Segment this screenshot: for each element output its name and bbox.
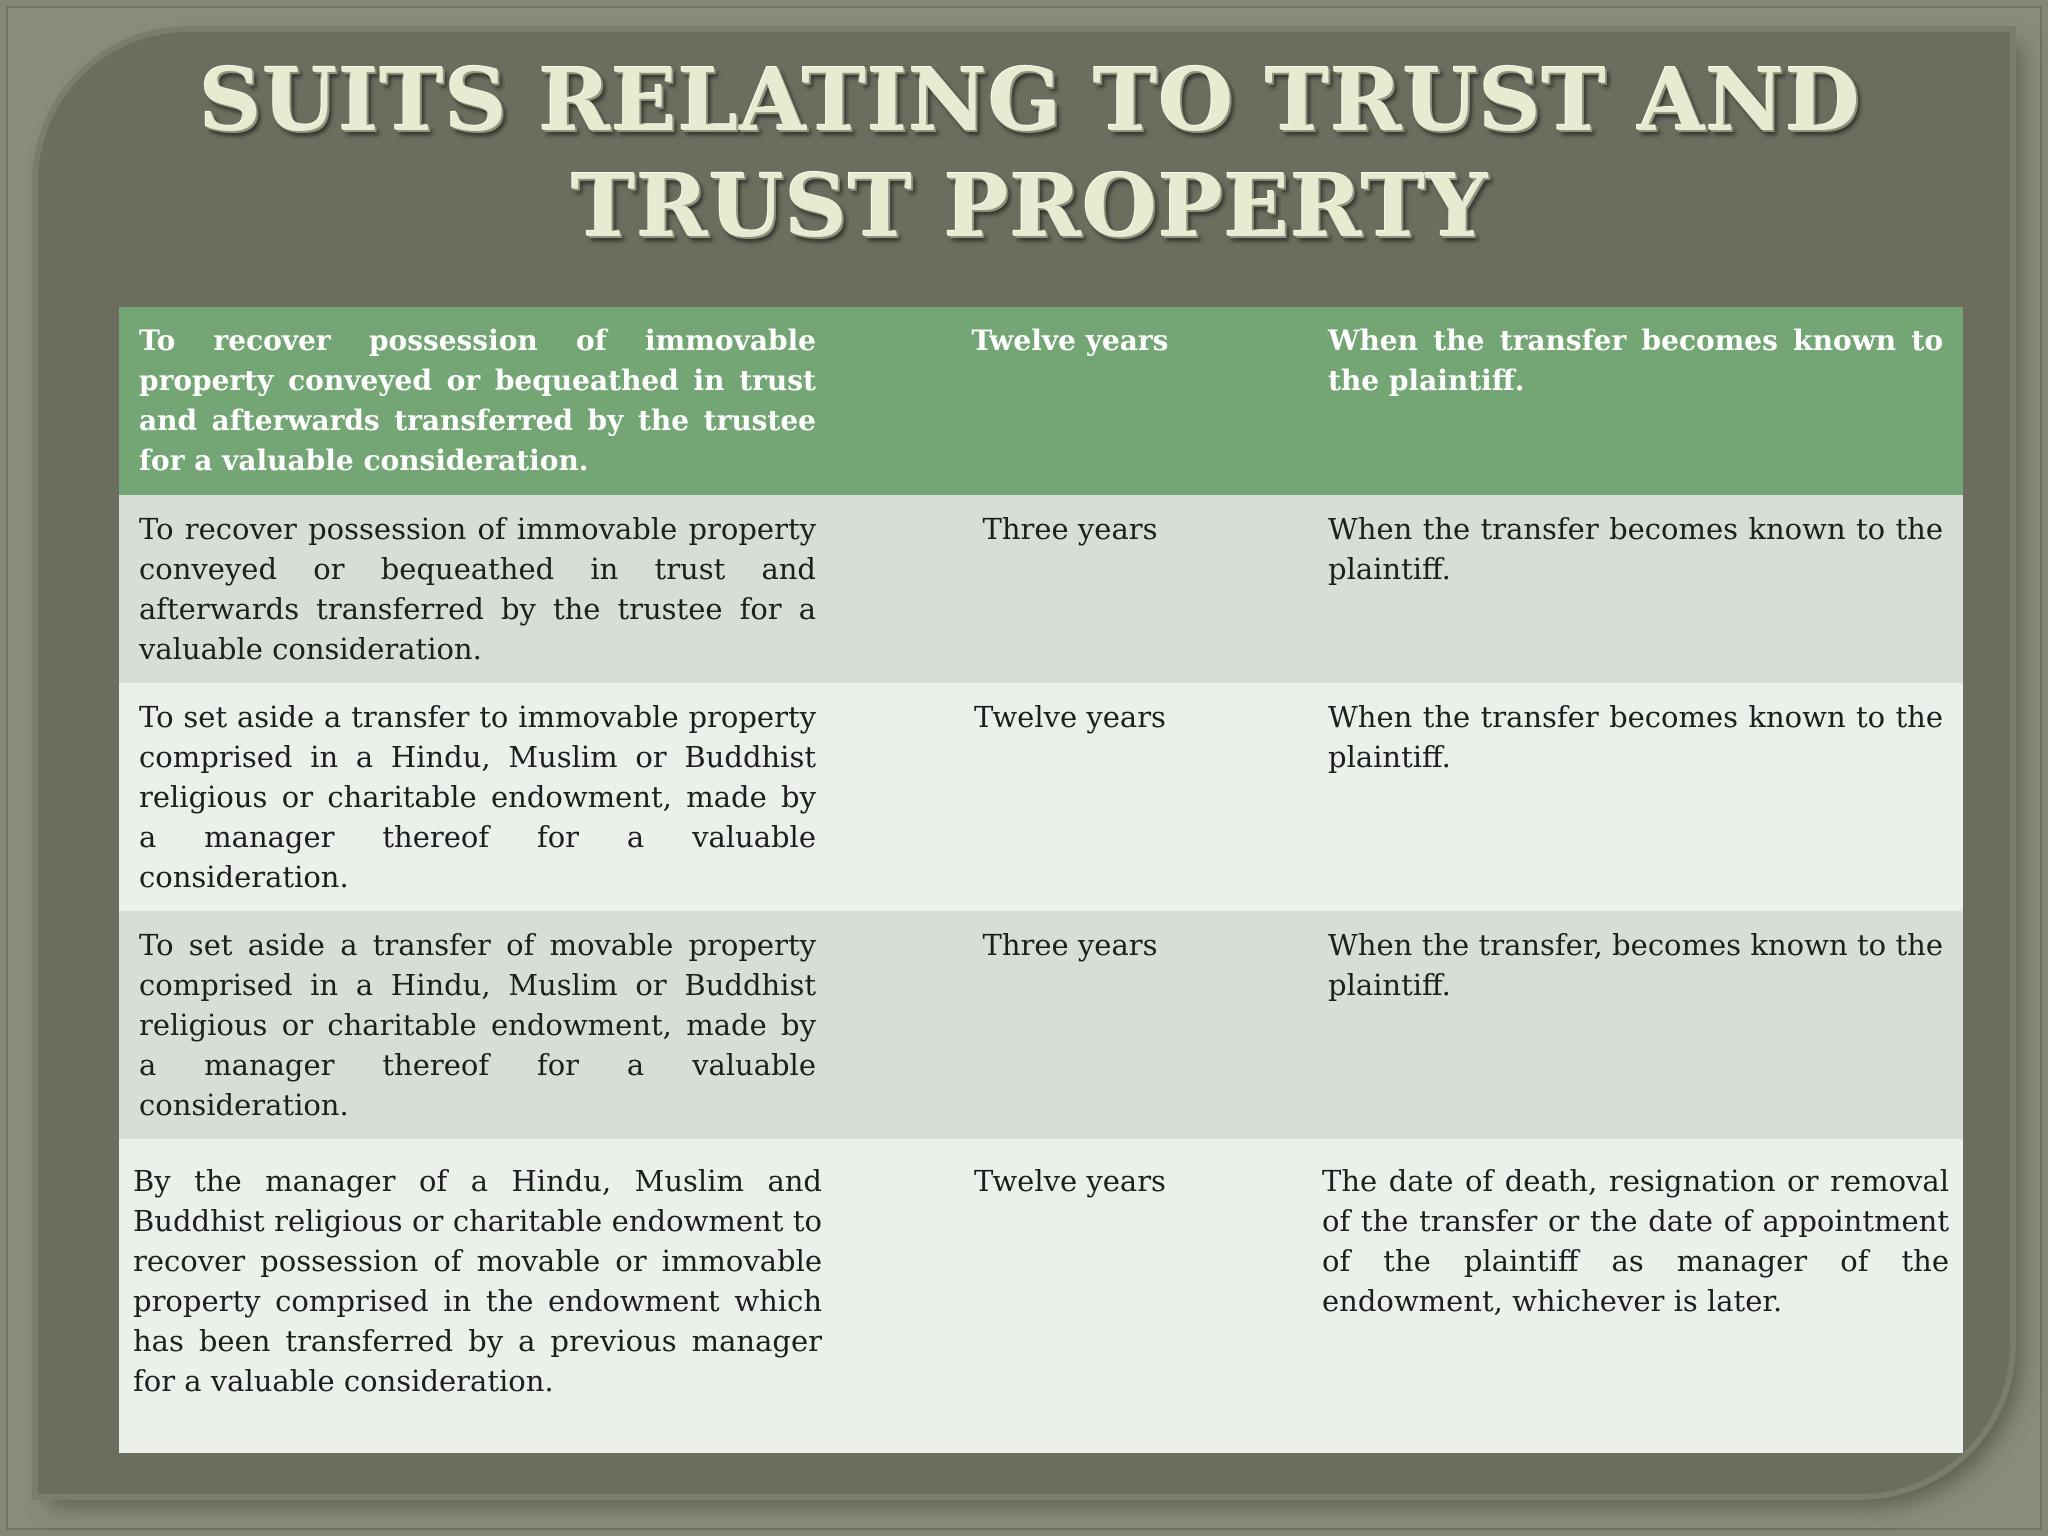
table-row [119,307,1963,495]
suit-description-cell: To set aside a transfer to immovable property comprised in a Hindu, Muslim or Buddhist religious or charitable endowment, made by a manager thereof for a valuable consideration. [119,683,832,911]
time-begins-cell: When the transfer becomes known to the plaintiff. [1308,683,1963,911]
limitation-period-cell: Three years [832,495,1308,683]
time-begins-cell: The date of death, resignation or removal of the transfer or the date of appointment of the plaintiff as manager of the endowment, whichever is later. [1308,1139,1963,1453]
table-row [119,1139,1963,1453]
suit-description-cell: To recover possession of immovable property conveyed or bequeathed in trust and afterwards transferred by the trustee for a valuable consideration. [119,307,832,495]
limitation-period-cell: Twelve years [832,1139,1308,1453]
limitation-table-container [119,307,1963,1453]
time-begins-cell: When the transfer, becomes known to the plaintiff. [1308,911,1963,1139]
suit-description-cell: To recover possession of immovable property conveyed or bequeathed in trust and afterwards transferred by the trustee for a valuable consideration. [119,495,832,683]
time-begins-cell: When the transfer becomes known to the plaintiff. [1308,495,1963,683]
table-row [119,683,1963,911]
suit-description-cell: To set aside a transfer of movable property comprised in a Hindu, Muslim or Buddhist religious or charitable endowment, made by a manager thereof for a valuable consideration. [119,911,832,1139]
time-begins-cell: When the transfer becomes known to the plaintiff. [1308,307,1963,495]
suit-description-cell: By the manager of a Hindu, Muslim and Buddhist religious or charitable endowment to recover possession of movable or immovable property comprised in the endowment which has been transferred by a previous manager for a valuable consideration. [119,1139,832,1453]
table-row [119,911,1963,1139]
limitation-period-cell: Twelve years [832,683,1308,911]
slide-title: SUITS RELATING TO TRUST AND TRUST PROPERTY [199,50,1861,257]
limitation-period-cell: Twelve years [832,307,1308,495]
limitation-table [119,307,1963,1453]
limitation-period-cell: Three years [832,911,1308,1139]
table-row [119,495,1963,683]
